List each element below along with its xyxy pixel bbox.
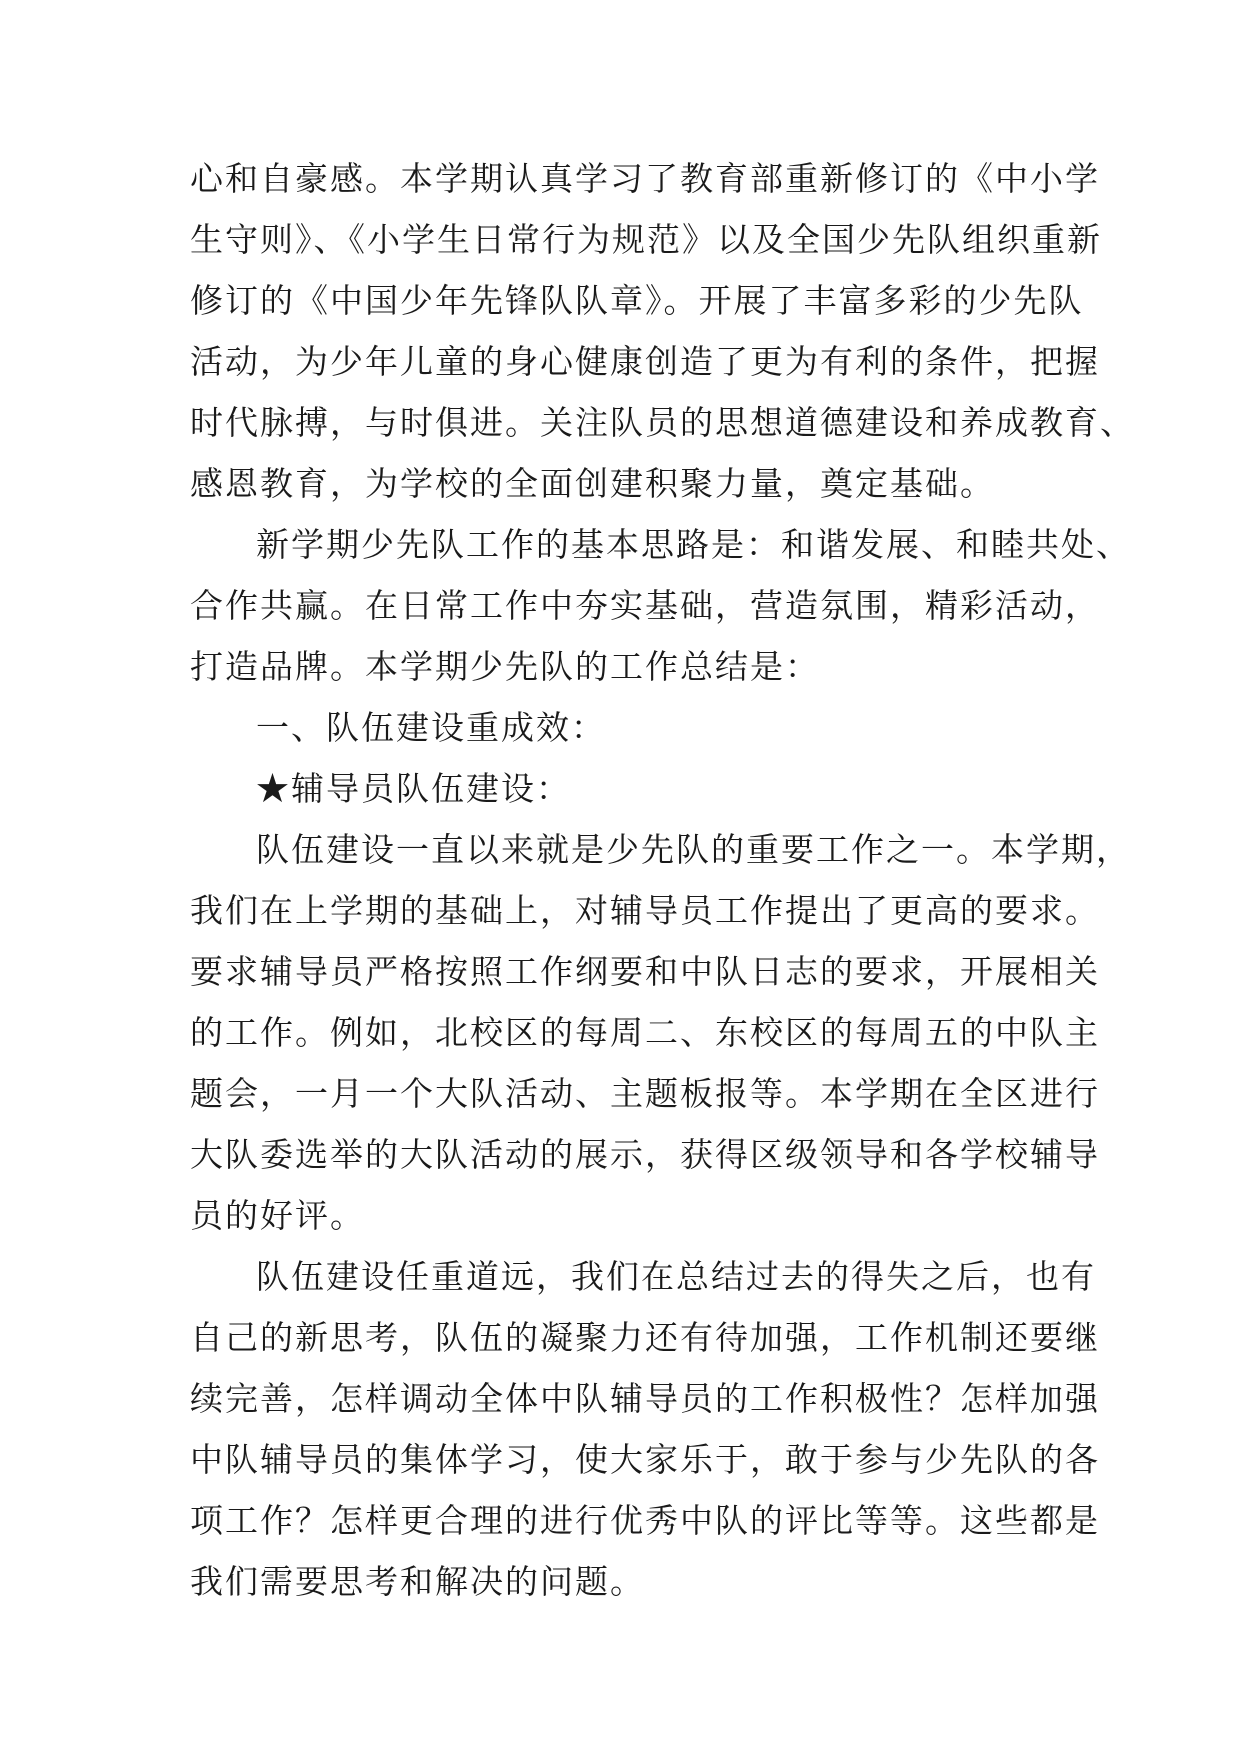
text-line: 生守则》、《小学生日常行为规范》以及全国少先队组织重新 [190, 220, 1102, 259]
text-line: 心和自豪感。本学期认真学习了教育部重新修订的《中小学 [190, 159, 1100, 198]
text-line: 自己的新思考，队伍的凝聚力还有待加强，工作机制还要继 [190, 1318, 1100, 1357]
text-line: 修订的《中国少年先锋队队章》。开展了丰富多彩的少先队 [190, 281, 1084, 320]
section-heading: 一、队伍建设重成效： [256, 708, 606, 747]
text-line: 合作共赢。在日常工作中夯实基础，营造氛围，精彩活动， [190, 586, 1100, 625]
text-line: 续完善，怎样调动全体中队辅导员的工作积极性？怎样加强 [190, 1379, 1100, 1418]
text-line: 中队辅导员的集体学习，使大家乐于，敢于参与少先队的各 [190, 1440, 1100, 1479]
paragraph-start-line: 队伍建设任重道远，我们在总结过去的得失之后，也有 [256, 1257, 1096, 1296]
document-body [190, 148, 1135, 1612]
subsection-heading: ★辅导员队伍建设： [256, 769, 571, 808]
text-line: 员的好评。 [190, 1196, 365, 1235]
paragraph-start-line: 队伍建设一直以来就是少先队的重要工作之一。本学期， [256, 830, 1131, 869]
text-line: 要求辅导员严格按照工作纲要和中队日志的要求，开展相关 [190, 952, 1100, 991]
text-line: 大队委选举的大队活动的展示，获得区级领导和各学校辅导 [190, 1135, 1100, 1174]
text-line: 活动，为少年儿童的身心健康创造了更为有利的条件，把握 [190, 342, 1100, 381]
text-line: 题会，一月一个大队活动、主题板报等。本学期在全区进行 [190, 1074, 1100, 1113]
text-line: 项工作？怎样更合理的进行优秀中队的评比等等。这些都是 [190, 1501, 1100, 1540]
text-line: 打造品牌。本学期少先队的工作总结是： [190, 647, 820, 686]
text-line: 感恩教育，为学校的全面创建积聚力量，奠定基础。 [190, 464, 995, 503]
text-line: 我们在上学期的基础上，对辅导员工作提出了更高的要求。 [190, 891, 1100, 930]
text-line: 我们需要思考和解决的问题。 [190, 1562, 645, 1601]
text-line: 的工作。例如，北校区的每周二、东校区的每周五的中队主 [190, 1013, 1100, 1052]
paragraph-start-line: 新学期少先队工作的基本思路是：和谐发展、和睦共处、 [256, 525, 1131, 564]
text-line: 时代脉搏，与时俱进。关注队员的思想道德建设和养成教育、 [190, 403, 1135, 442]
